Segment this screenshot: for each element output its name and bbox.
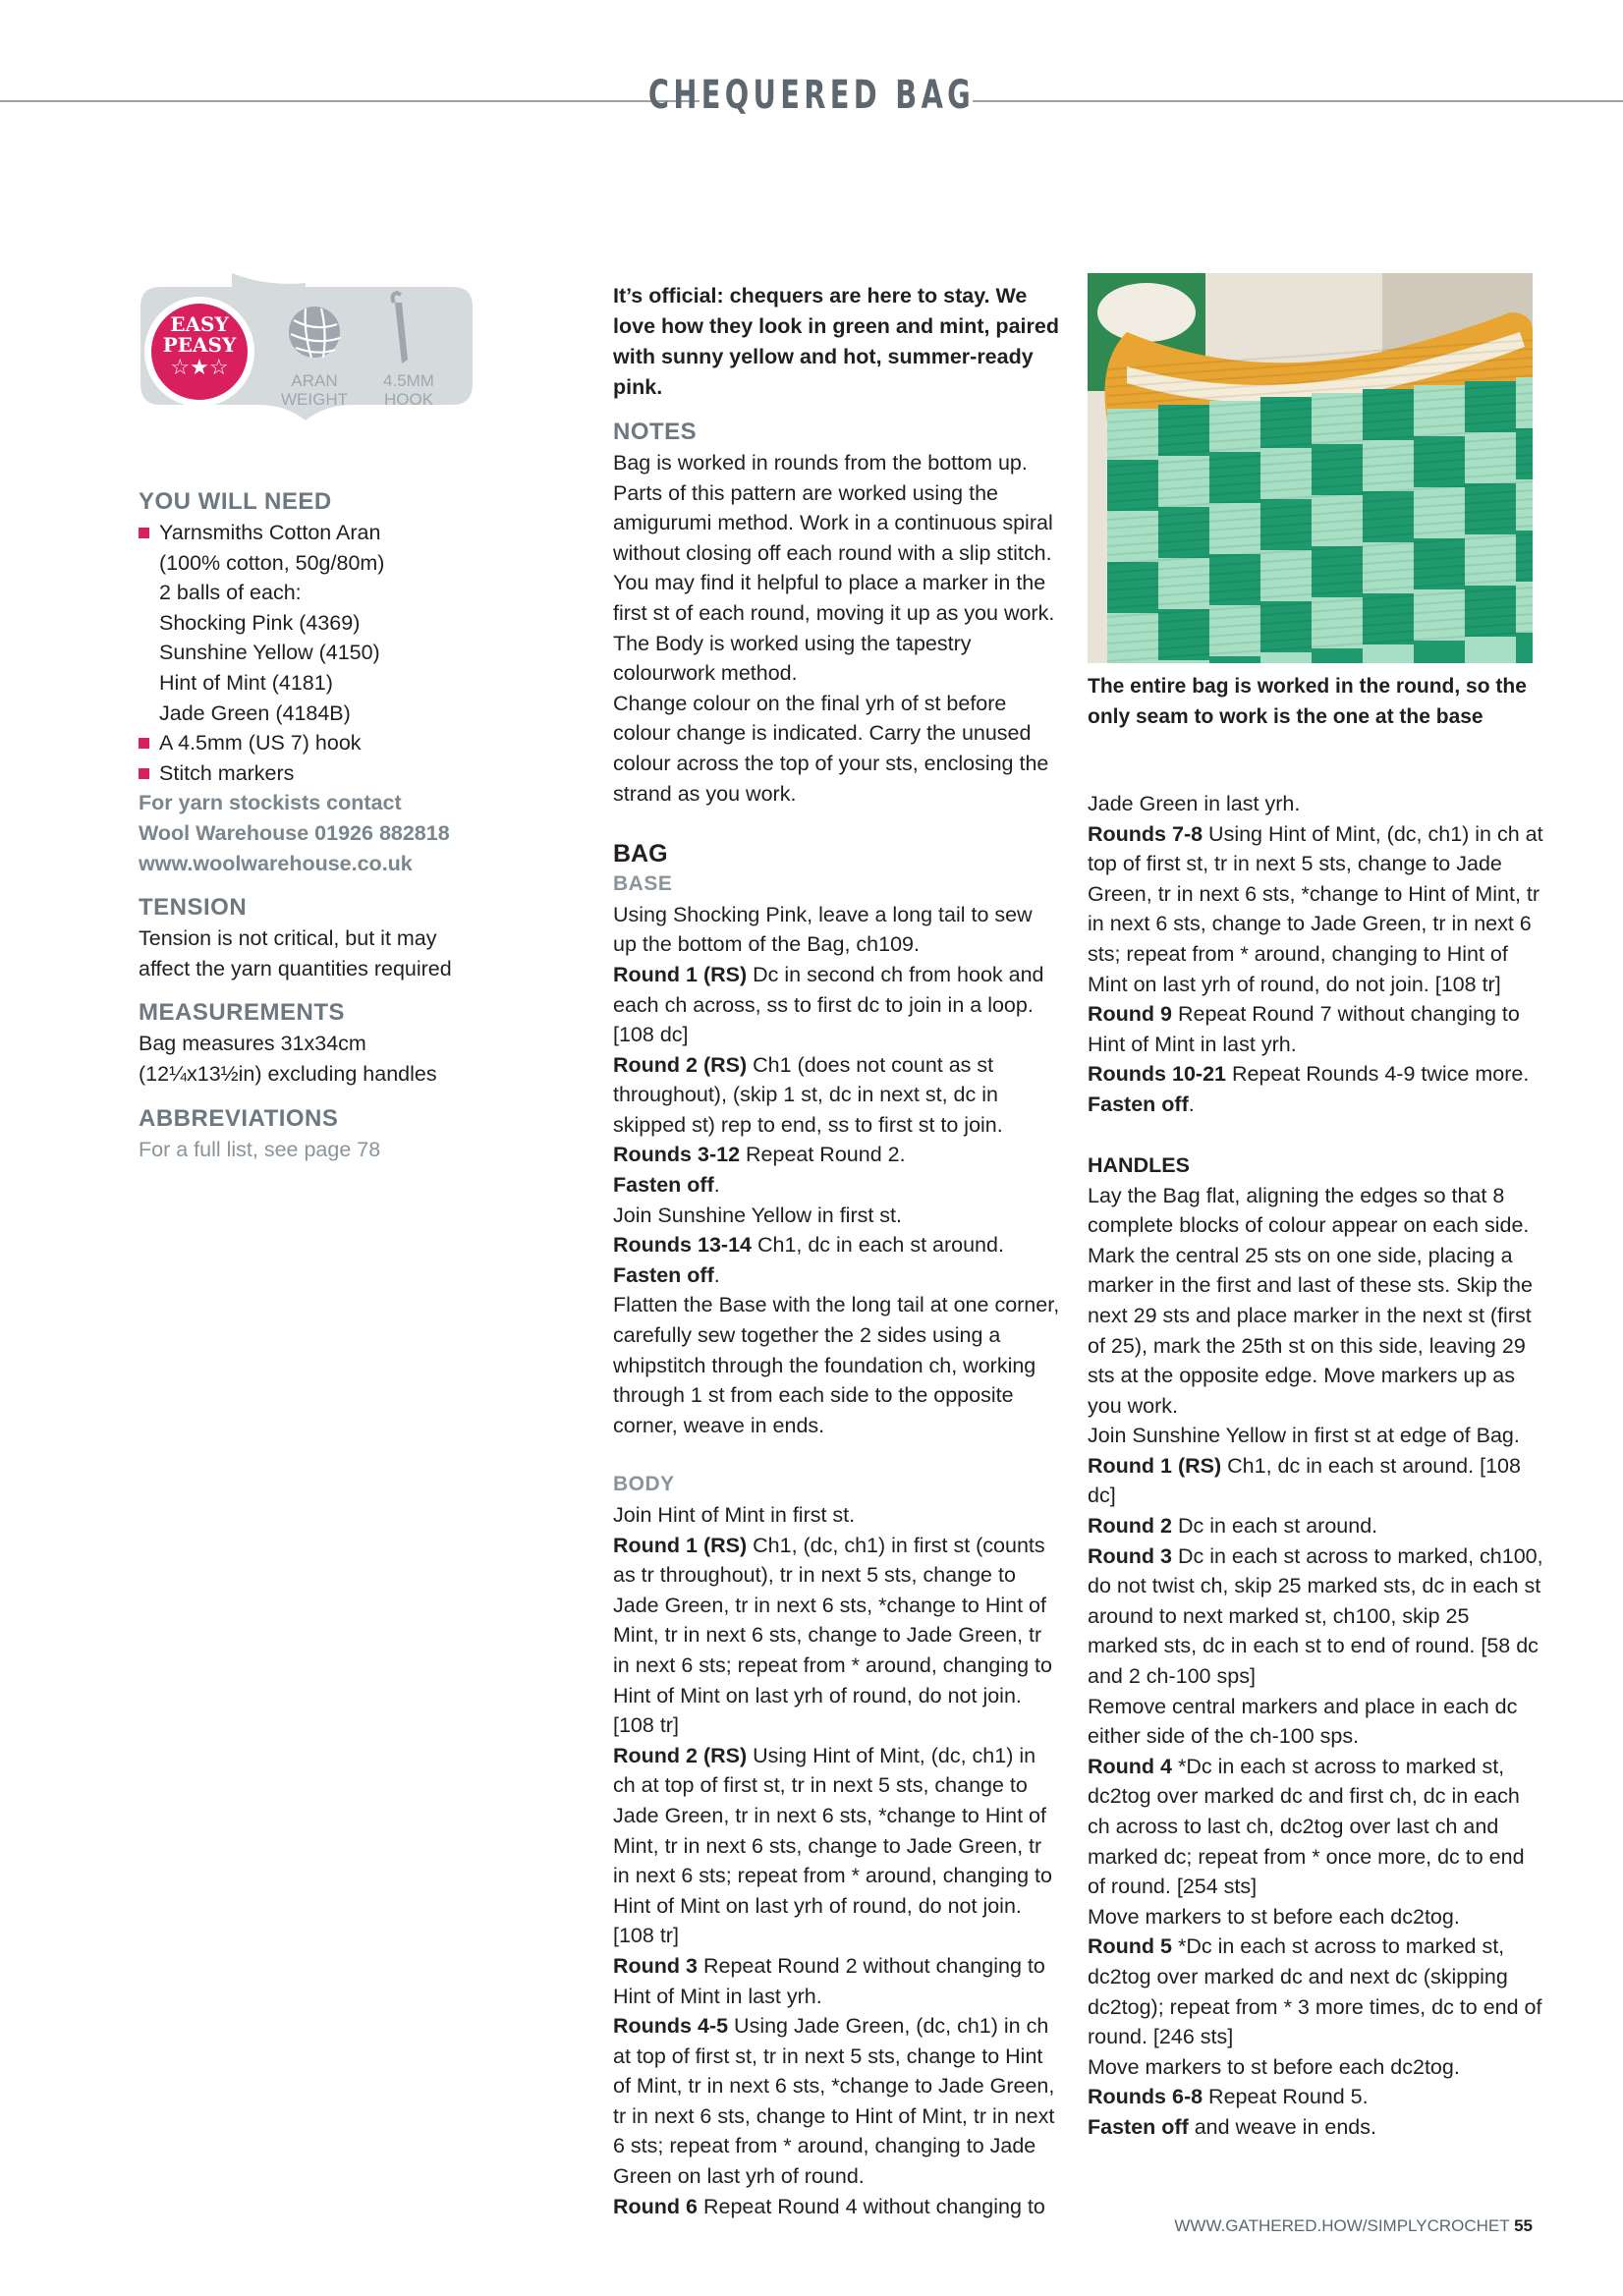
yarn-colour: Shocking Pink (4369) — [159, 610, 361, 635]
photo-caption: The entire bag is worked in the round, so the only seam to work is the one at the base — [1088, 675, 1527, 728]
check-block — [1465, 637, 1516, 663]
notes-paragraph: Change colour on the final yrh of st before colour change is indicated. Carry the unused colour across the top of your sts, enclosing the strand as you work. — [613, 691, 1049, 806]
bag-photo — [1088, 273, 1533, 663]
page-title: CHEQUERED BAG — [647, 73, 976, 118]
pattern-round: Round 1 (RS) Dc in second ch from hook and each ch across, ss to first dc to join in a loop. [108 dc] — [613, 962, 1044, 1047]
abbreviations-text: For a full list, see page 78 — [139, 1137, 381, 1161]
footer-url[interactable]: WWW.GATHERED.HOW/SIMPLYCROCHET — [1174, 2216, 1510, 2235]
notes-paragraph: Bag is worked in rounds from the bottom up. Parts of this pattern are worked using the amigurumi method. Work in a continuous spiral without closing off each round with a slip stitch. You may find it helpful to place a marker in the first st of each round, moving it up as you work. — [613, 451, 1055, 625]
abbreviations-heading: ABBREVIATIONS — [139, 1104, 339, 1132]
pattern-round: Rounds 10-21 Repeat Rounds 4-9 twice more. — [1088, 1062, 1530, 1087]
list-item: Yarnsmiths Cotton Aran — [139, 518, 492, 548]
list-item: A 4.5mm (US 7) hook — [139, 728, 492, 758]
tension-text: Tension is not critical, but it may affect the yarn quantities required — [139, 926, 452, 980]
page-footer — [1174, 2216, 1533, 2236]
notes-heading: NOTES — [613, 419, 698, 445]
difficulty-stars: ☆★☆ — [170, 356, 229, 380]
tension-heading: TENSION — [139, 894, 248, 922]
yarn-colour: Sunshine Yellow (4150) — [159, 641, 380, 665]
base-heading: BASE — [613, 872, 673, 896]
check-block — [1158, 660, 1209, 663]
notes-paragraph: The Body is worked using the tapestry colourwork method. — [613, 631, 972, 686]
difficulty-badge: EASY PEASY ☆★☆ — [151, 314, 248, 381]
check-block — [1312, 648, 1363, 663]
pattern-column-middle: It’s official: chequers are here to stay. We love how they look in green and mint, paired with sunny yellow and hot, summer-ready pink. NOTES Bag is worked in rounds from the bottom up. Parts of this pattern are worked using the amigurumi method. Work in a continuous spiral without closing off each round with a slip stitch. You may find it helpful to place a marker in the first st of each round, moving it up as you work. The Body is worked using the tapestry colourwork method. Change colour on the final yrh of st before colour change is indicated. Carry the unused colour across the top of your sts, enclosing the strand as you work. BAG BASE Using Shocking Pink, leave a long tail to sew up the bottom of the Bag, ch109. Round 1 (RS) Dc in second ch from hook and each ch across, ss to first dc to join in a loop. [108 dc] Round 2 (RS) Ch1 (does not count as st throughout), (skip 1 st, dc in next st, dc in skipped st) rep to end, ss to first st to join. Rounds 3-12 Repeat Round 2. Fasten off. Join Sunshine Yellow in first st. Rounds 13-14 Ch1, dc in each st around. Fasten off. Flatten the Base with the long tail at one corner, carefully sew together the 2 sides using a whipstitch through the foundation ch, working through 1 st from each side to the opposite corner, weave in ends. BODY Join Hint of Mint in first st. Round 1 (RS) Ch1, (dc, ch1) in first st (counts as tr throughout), tr in next 5 sts, change to Jade Green, tr in next 6 sts, *change to Hint of Mint, tr in next 6 sts, change to Jade Green, tr in next 6 sts; repeat from * around, changing to Hint of Mint on last yrh of round, do not join. [108 tr] Round 2 (RS) Using Hint of Mint, (dc, ch1) in ch at top of first st, tr in next 5 sts, change to Jade Green, tr in next 6 sts, *change to Hint of Mint, tr in next 6 sts, change to Jade Green, tr in next 6 sts; repeat from * around, changing to Hint of Mint on last yrh of round, do not join. [108 tr] Round 3 Repeat Round 2 without changing to Hint of Mint in last yrh. Rounds 4-5 Using Jade Green, (dc, ch1) in ch at top of first st, tr in next 5 sts, change to Hint of Mint, tr in next 6 sts, *change to Jade Green, tr in next 6 sts, change to Hint of Mint, tr in next 6 sts; repeat from * around, changing to Jade Green on last yrh of round. Round 6 Repeat Round 4 without changing to — [613, 281, 1060, 2221]
measurements-heading: MEASUREMENTS — [139, 999, 346, 1027]
skill-badges — [139, 273, 475, 425]
pattern-round: Rounds 13-14 Ch1, dc in each st around. — [613, 1233, 1004, 1258]
you-will-need-heading: YOU WILL NEED — [139, 488, 332, 515]
pattern-round: Rounds 7-8 Using Hint of Mint, (dc, ch1) in ch at top of first st, tr in next 5 sts, change to Jade Green, tr in next 6 sts, *change to Hint of Mint, tr in next 6 sts, change to Jade Green, tr in next 6 sts; repeat from * around, changing to Hint of Mint on last yrh of round, do not join. [108 tr] — [1088, 821, 1543, 996]
page-number: 55 — [1514, 2216, 1533, 2235]
stockist-link[interactable]: www.woolwarehouse.co.uk — [139, 851, 413, 875]
pattern-round: Fasten off. — [613, 1262, 720, 1287]
check-block — [1107, 613, 1158, 663]
pattern-round: Round 5 *Dc in each st across to marked st, dc2tog over marked dc and next dc (skipping dc2tog); repeat from * 3 more times, dc to end of round. [246 sts] — [1088, 1934, 1542, 2049]
pattern-round: Round 1 (RS) Ch1, (dc, ch1) in first st (counts as tr throughout), tr in next 5 sts, change to Jade Green, tr in next 6 sts, *change to Hint of Mint, tr in next 6 sts, change to Jade Green, tr in next 6 sts; repeat from * around, changing to Hint of Mint on last yrh of round, do not join. [108 tr] — [613, 1533, 1052, 1738]
pattern-round: Round 3 Dc in each st across to marked, ch100, do not twist ch, skip 25 marked sts, dc in each st around to next marked st, ch100, skip 25 marked sts, dc in each st to end of round. [58 dc and 2 ch-100 sps] — [1088, 1543, 1543, 1689]
pattern-round: Rounds 3-12 Repeat Round 2. — [613, 1143, 906, 1167]
stockist-note: For yarn stockists contact — [139, 791, 402, 815]
pattern-round: Round 2 Dc in each st around. — [1088, 1514, 1378, 1539]
yarn-ball-icon — [289, 307, 340, 358]
stockist-phone: Wool Warehouse 01926 882818 — [139, 820, 450, 845]
check-block — [1516, 633, 1533, 663]
pattern-round: Rounds 4-5 Using Jade Green, (dc, ch1) in ch at top of first st, tr in next 5 sts, change to Hint of Mint, tr in next 6 sts, *change to Jade Green, tr in next 6 sts, change to Hint of Mint, tr in next 6 sts; repeat from * around, changing to Jade Green on last yrh of round. — [613, 2014, 1055, 2189]
bag-heading: BAG — [613, 840, 668, 868]
sidebar-column: YOU WILL NEED Yarnsmiths Cotton Aran (100% cotton, 50g/80m) 2 balls of each: Shocking Pink (4369) Sunshine Yellow (4150) Hint of Mint (4181) Jade Green (4184B) A 4.5mm (US 7) hook Stitch markers For yarn stockists contact Wool Warehouse 01926 882818 www.woolwarehouse.co.uk TENSION Tension is not critical, but it may affect the yarn quantities required MEASUREMENTS Bag measures 31x34cm (12¼x13½in) excluding handles ABBREVIATIONS For a full list, see page 78 — [139, 486, 492, 1164]
pattern-round: Round 2 (RS) Ch1 (does not count as st throughout), (skip 1 st, dc in next st, dc in skipped st) rep to end, ss to first st to join. — [613, 1052, 1003, 1137]
pattern-round: Round 2 (RS) Using Hint of Mint, (dc, ch1) in ch at top of first st, tr in next 5 sts, change to Jade Green, tr in next 6 sts, *change to Hint of Mint, tr in next 6 sts, change to Jade Green, tr in next 6 sts; repeat from * around, changing to Hint of Mint on last yrh of round, do not join. [108 tr] — [613, 1743, 1052, 1948]
yarn-weight-label: ARAN WEIGHT — [281, 371, 348, 409]
pattern-round: Fasten off. — [1088, 1092, 1195, 1116]
chequered-bag-image — [1088, 273, 1533, 663]
list-item: Stitch markers — [139, 758, 492, 789]
yarn-colour: Jade Green (4184B) — [159, 700, 351, 725]
pattern-round: Round 4 *Dc in each st across to marked st, dc2tog over marked dc and first ch, dc in each ch across to last ch, dc2tog over last ch and marked dc; repeat from * once more, dc to end of round. [254 sts] — [1088, 1754, 1525, 1899]
body-heading: BODY — [613, 1473, 675, 1496]
hook-size-label: 4.5MM HOOK — [383, 371, 434, 409]
pattern-column-right: Jade Green in last yrh. Rounds 7-8 Using Hint of Mint, (dc, ch1) in ch at top of first st, tr in next 5 sts, change to Jade Green, tr in next 6 sts, *change to Hint of Mint, tr in next 6 sts, change to Jade Green, tr in next 6 sts; repeat from * around, changing to Hint of Mint on last yrh of round, do not join. [108 tr] Round 9 Repeat Round 7 without changing to Hint of Mint in last yrh. Rounds 10-21 Repeat Rounds 4-9 twice more. Fasten off. HANDLES Lay the Bag flat, aligning the edges so that 8 complete blocks of colour appear on each side. Mark the central 25 sts on one side, placing a marker in the first and last of these sts. Skip the next 29 sts and place marker in the next st (first of 25), mark the 25th st on this side, leaving 29 sts at the opposite edge. Move markers up as you work. Join Sunshine Yellow in first st at edge of Bag. Round 1 (RS) Ch1, dc in each st around. [108 dc] Round 2 Dc in each st around. Round 3 Dc in each st across to marked, ch100, do not twist ch, skip 25 marked sts, dc in each st around to next marked st, ch100, skip 25 marked sts, dc in each st to end of round. [58 dc and 2 ch-100 sps] Remove central markers and place in each dc either side of the ch-100 sps. Round 4 *Dc in each st across to marked st, dc2tog over marked dc and first ch, dc in each ch across to last ch, dc2tog over last ch and marked dc; repeat from * once more, dc to end of round. [254 sts] Move markers to st before each dc2tog. Round 5 *Dc in each st across to marked st, dc2tog over marked dc and next dc (skipping dc2tog); repeat from * 3 more times, dc to end of round. [246 sts] Move markers to st before each dc2tog. Rounds 6-8 Repeat Round 5. Fasten off and weave in ends. — [1088, 789, 1544, 2143]
check-block — [1209, 656, 1260, 663]
pattern-round: Fasten off and weave in ends. — [1088, 2114, 1376, 2139]
pattern-round: Round 6 Repeat Round 4 without changing to — [613, 2194, 1045, 2218]
check-block — [1260, 652, 1312, 663]
pattern-round: Round 1 (RS) Ch1, dc in each st around. [108 dc] — [1088, 1453, 1521, 1508]
check-block — [1414, 641, 1465, 663]
pattern-round: Fasten off. — [613, 1173, 720, 1198]
handles-heading: HANDLES — [1088, 1152, 1190, 1177]
check-block — [1516, 582, 1533, 639]
pattern-round: Rounds 6-8 Repeat Round 5. — [1088, 2085, 1369, 2109]
yarn-colour: Hint of Mint (4181) — [159, 670, 333, 695]
pattern-round: Round 3 Repeat Round 2 without changing to Hint of Mint in last yrh. — [613, 1953, 1045, 2008]
measurements-text: Bag measures 31x34cm (12¼x13½in) excluding handles — [139, 1032, 437, 1086]
pattern-round: Round 9 Repeat Round 7 without changing to Hint of Mint in last yrh. — [1088, 1002, 1520, 1056]
intro-text: It’s official: chequers are here to stay. We love how they look in green and mint, paired with sunny yellow and hot, summer-ready pink. — [613, 284, 1059, 399]
check-block — [1363, 644, 1414, 663]
